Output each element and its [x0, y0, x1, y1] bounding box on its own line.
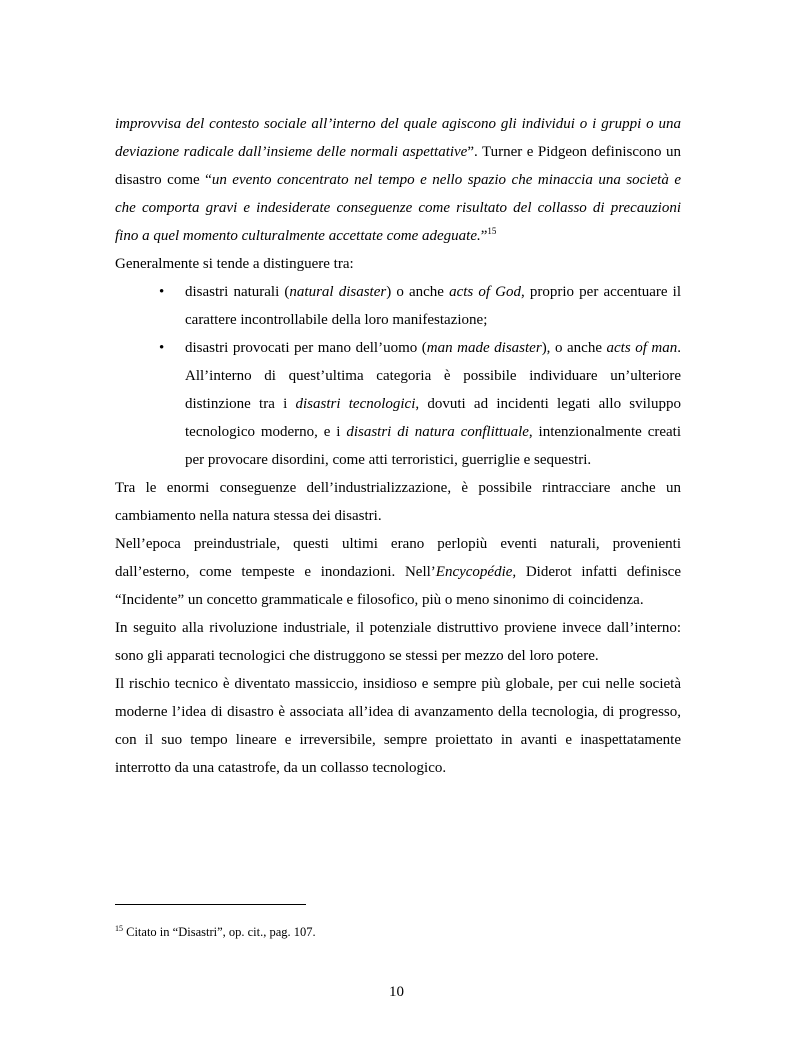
- footnote-reference: 15: [487, 226, 497, 236]
- quote-italic: un evento concentrato nel tempo e nello spazio che minaccia una società e che comporta gravi e indesiderate conseguenze come risultato del collasso di precauzioni fino a quel momento culturalmente accettate come adeguate.: [115, 172, 681, 244]
- list-item: • disastri provocati per mano dell’uomo (man made disaster), o anche acts of man. All’interno di quest’ultima categoria è possibile individuare un’ulteriore distinzione tra i disastri tecnologici, dovuti ad incidenti legati allo sviluppo tecnologico moderno, e i disastri di natura conflittuale, intenzionalmente creati per provocare disordini, come atti terroristici, guerriglie e sequestri.: [115, 334, 681, 474]
- footnote-text: Citato in “Disastri”, op. cit., pag. 107.: [123, 925, 316, 939]
- page-body: [115, 110, 681, 782]
- paragraph-technical-risk: Il rischio tecnico è diventato massiccio, insidioso e sempre più globale, per cui nelle società moderne l’idea di disastro è associata all’idea di avanzamento della tecnologia, di progresso, con il suo tempo lineare e irreversibile, sempre proiettato in avanti e inaspettatamente interrotto da una catastrofe, da un collasso tecnologico.: [115, 676, 681, 776]
- footnote: [115, 920, 316, 941]
- footnote-divider: [115, 904, 306, 905]
- bullet-icon: •: [159, 284, 165, 300]
- paragraph-preindustrial: Nell’epoca preindustriale, questi ultimi erano perlopiù eventi naturali, provenienti dall’esterno, come tempeste e inondazioni. Nell’Encycopédie, Diderot infatti definisce “Incidente” un concetto grammaticale e filosofico, più o meno sinonimo di coincidenza.: [115, 536, 681, 608]
- paragraph-industrialization: Tra le enormi conseguenze dell’industrializzazione, è possibile rintracciare anche un cambiamento nella natura stessa dei disastri.: [115, 480, 681, 524]
- quote-italic: improvvisa del contesto sociale all’interno del quale agiscono gli individui o i gruppi o una deviazione radicale dall’insieme delle normali aspettative: [115, 116, 681, 160]
- paragraph-intro: Generalmente si tende a distinguere tra:: [115, 256, 354, 272]
- paragraph-revolution: In seguito alla rivoluzione industriale, il potenziale distruttivo proviene invece dall’interno: sono gli apparati tecnologici che distruggono se stessi per mezzo del loro potere.: [115, 620, 681, 664]
- bullet-list: [115, 278, 681, 474]
- footnote-number: 15: [115, 924, 123, 933]
- list-item: • disastri naturali (natural disaster) o anche acts of God, proprio per accentuare il carattere incontrollabile della loro manifestazione;: [115, 278, 681, 334]
- bullet-icon: •: [159, 340, 165, 356]
- page-number: 10: [389, 984, 404, 1000]
- paragraph-definition: improvvisa del contesto sociale all’interno del quale agiscono gli individui o i gruppi o una deviazione radicale dall’insieme delle normali aspettative”. Turner e Pidgeon definiscono un disastro come “un evento concentrato nel tempo e nello spazio che minaccia una società e che comporta gravi e indesiderate conseguenze come risultato del collasso di precauzioni fino a quel momento culturalmente accettate come adeguate.”$^{15}$: [115, 116, 681, 244]
